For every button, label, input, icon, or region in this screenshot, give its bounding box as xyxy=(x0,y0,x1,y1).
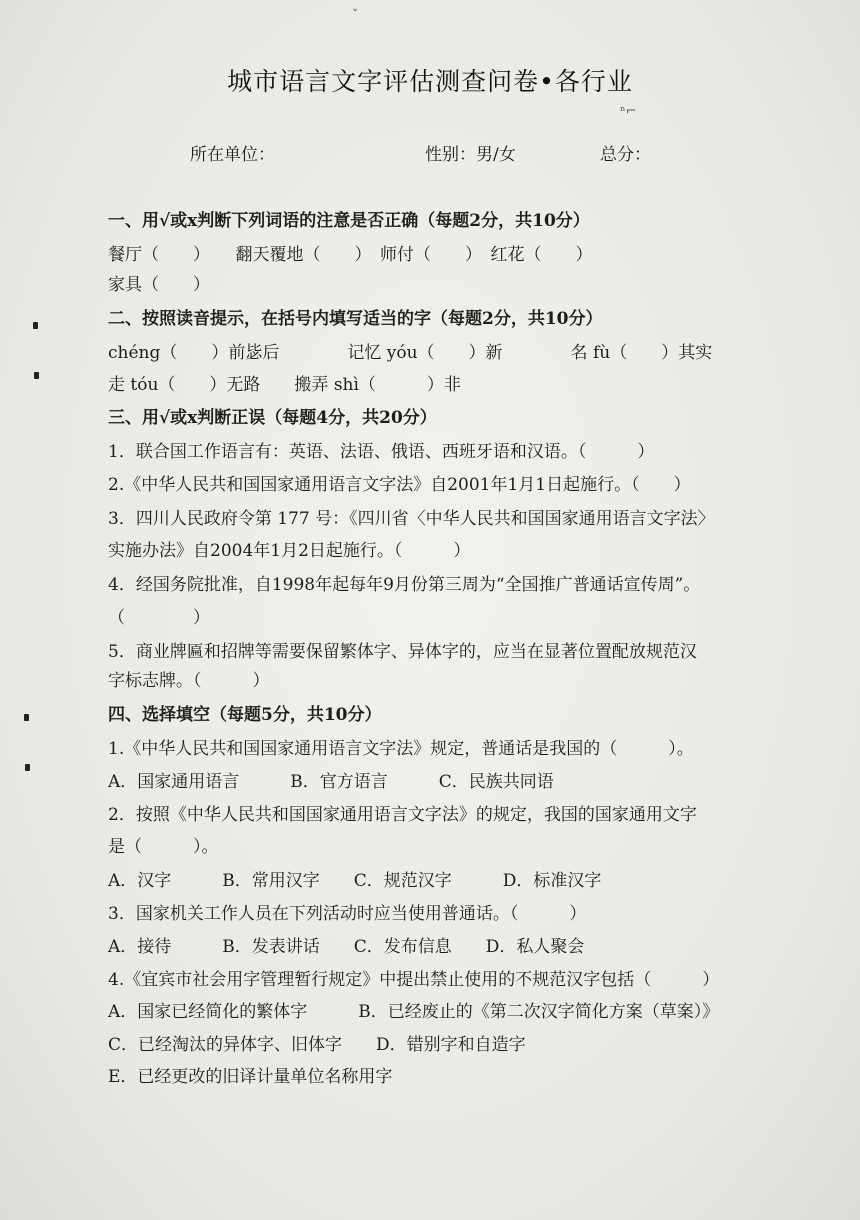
question-line: 3．四川人民政府令第 177 号：《四川省〈中华人民共和国国家通用语言文字法〉 xyxy=(108,509,715,529)
question-line: 1．联合国工作语言有：英语、法语、俄语、西班牙语和汉语。（ ） xyxy=(108,442,655,462)
section-4-heading: 四、选择填空（每题5分，共10分） xyxy=(108,705,382,725)
question-line: 是（ ）。 xyxy=(108,837,219,857)
scan-speck: ⁿ⌐ xyxy=(620,104,637,119)
option-line: A．国家已经简化的繁体字 B．已经废止的《第二次汉字简化方案（草案）》 xyxy=(108,1002,720,1022)
question-line: chéng（ ）前毖后 记忆 yóu（ ）新 名 fù（ ）其实 xyxy=(108,343,713,363)
section-2-heading: 二、按照读音提示，在括号内填写适当的字（每题2分，共10分） xyxy=(108,309,603,329)
question-line: 走 tóu（ ）无路 搬弄 shì（ ）非 xyxy=(108,375,461,395)
unit-label: 所在单位： xyxy=(190,145,275,165)
question-line: 4.《宜宾市社会用字管理暂行规定》中提出禁止使用的不规范汉字包括（ ） xyxy=(108,970,720,990)
gender-label: 性别：男/女 xyxy=(425,145,516,165)
question-line: 餐厅（ ） 翻天覆地（ ） 师付（ ） 红花（ ） xyxy=(108,245,593,265)
punch-hole-mark xyxy=(24,714,29,721)
option-line: A．国家通用语言 B．官方语言 C．民族共同语 xyxy=(108,772,554,792)
question-line: 2．按照《中华人民共和国国家通用语言文字法》的规定，我国的国家通用文字 xyxy=(108,805,697,825)
punch-hole-mark xyxy=(34,372,39,379)
option-line: C．已经淘汰的异体字、旧体字 D．错别字和自造字 xyxy=(108,1035,526,1055)
question-line: 1.《中华人民共和国国家通用语言文字法》规定，普通话是我国的（ ）。 xyxy=(108,739,694,759)
page-title: 城市语言文字评估测查问卷•各行业 xyxy=(227,67,633,96)
scan-speck: ˇ xyxy=(352,8,359,23)
punch-hole-mark xyxy=(25,764,30,771)
question-line: 3．国家机关工作人员在下列活动时应当使用普通话。（ ） xyxy=(108,904,587,924)
score-label: 总分： xyxy=(600,145,651,165)
option-line: E．已经更改的旧译计量单位名称用字 xyxy=(108,1067,393,1087)
question-line: 实施办法》自2004年1月2日起施行。（ ） xyxy=(108,541,471,561)
punch-hole-mark xyxy=(33,322,38,329)
section-1-heading: 一、用√或ⅹ判断下列词语的注意是否正确（每题2分，共10分） xyxy=(108,211,590,231)
question-line: 5．商业牌匾和招牌等需要保留繁体字、异体字的，应当在显著位置配放规范汉 xyxy=(108,642,697,662)
question-line: 2.《中华人民共和国国家通用语言文字法》自2001年1月1日起施行。（ ） xyxy=(108,475,691,495)
question-line: 字标志牌。（ ） xyxy=(108,671,270,691)
question-line: 4．经国务院批准，自1998年起每年9月份第三周为“全国推广普通话宣传周”。 xyxy=(108,575,701,595)
question-line: （ ） xyxy=(108,608,210,628)
option-line: A．汉字 B．常用汉字 C．规范汉字 D．标准汉字 xyxy=(108,871,602,891)
question-line: 家具（ ） xyxy=(108,275,210,295)
section-3-heading: 三、用√或ⅹ判断正误（每题4分，共20分） xyxy=(108,408,437,428)
option-line: A．接待 B．发表讲话 C．发布信息 D．私人聚会 xyxy=(108,937,585,957)
